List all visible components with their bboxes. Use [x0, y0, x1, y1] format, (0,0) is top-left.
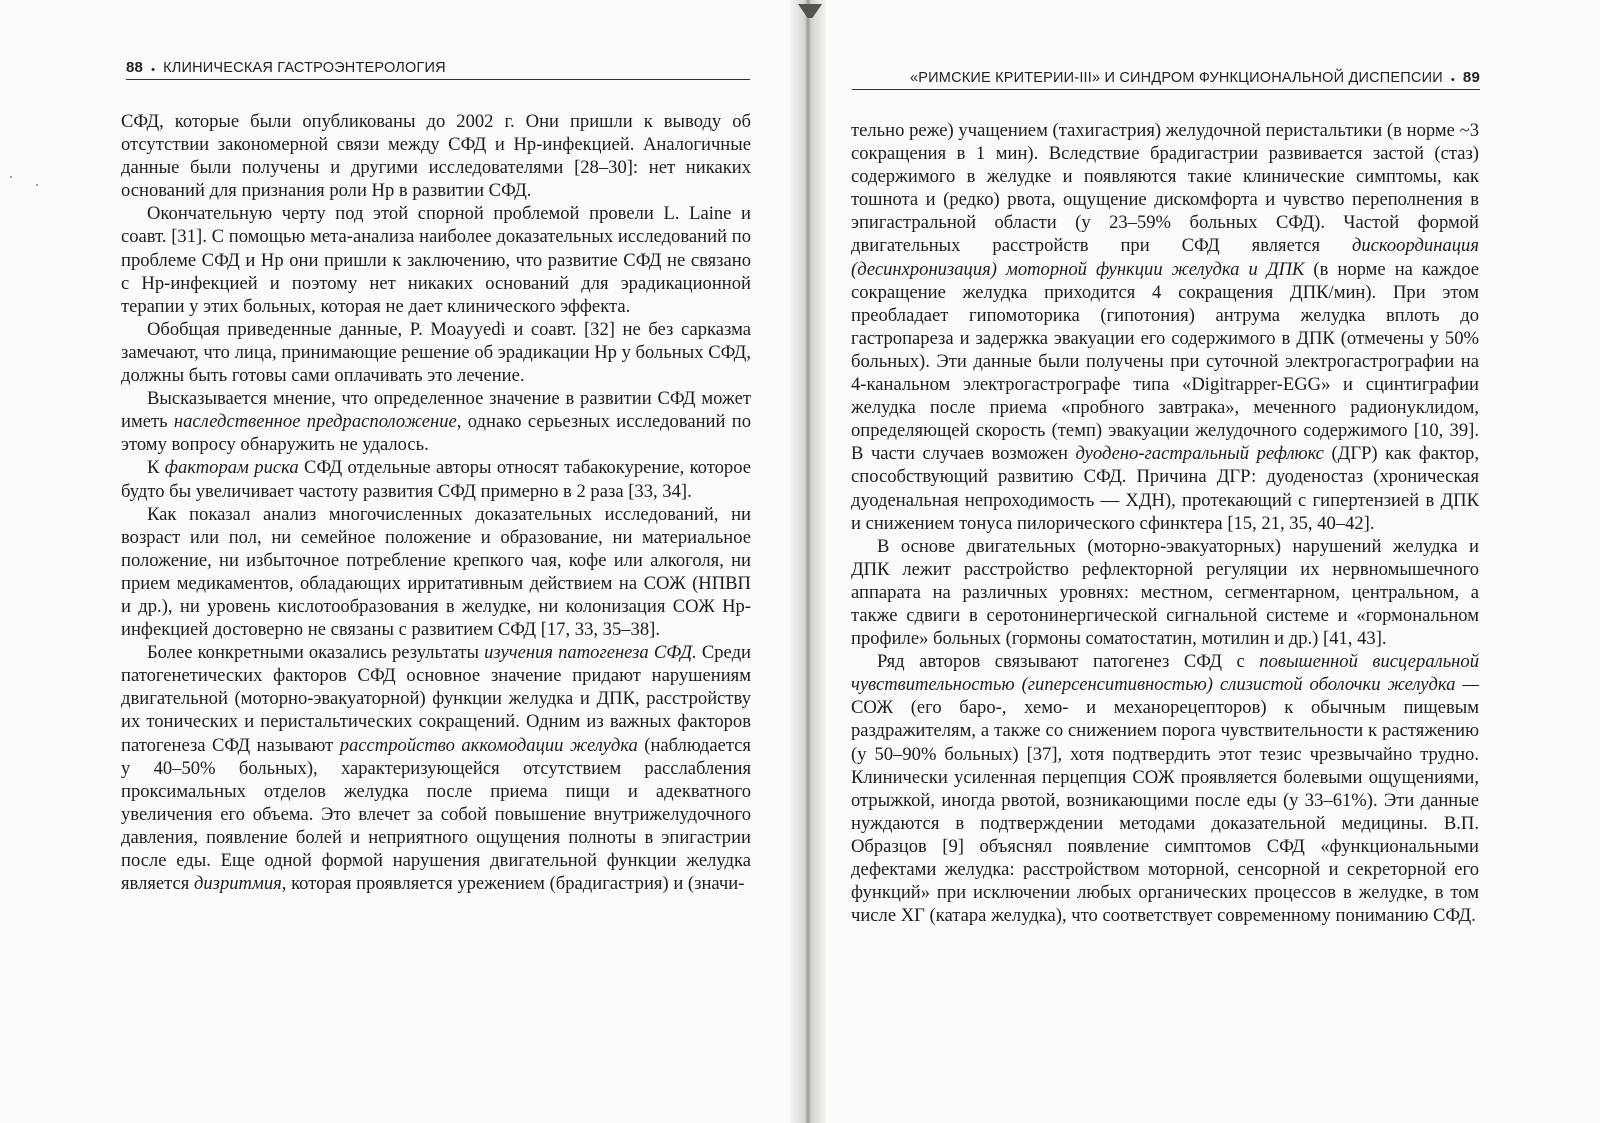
book-gutter	[790, 0, 826, 1123]
paragraph	[121, 387, 751, 456]
paragraph	[121, 503, 751, 642]
italic-term: дизритмия	[193, 873, 282, 895]
text-run: , которая проявляется урежением (брадигастрия) и (значи-	[281, 873, 745, 895]
text-run: (наблюдается у 40–50% больных), характеризующейся отсутствием расслабления проксимальных отделов желудка после приема пищи и адекватного увеличения его объема. Это влечет за собой повышение внутрижелудочного давления, появление болей и неприятного ощущения полноты в эпигастрии после еды. Еще одной формой нарушения двигательной функции желудка является	[121, 734, 751, 895]
text-run: СФД отдельные авторы относят табакокурение, которое будто бы увеличивает частоту развития СФД примерно в 2 раза [33, 34].	[121, 457, 751, 502]
text-run: Обобщая приведенные данные, P. Moayyedi и соавт. [32] не без сарказма замечают, что лица, принимающие решение об эрадикации Hp у больных СФД, должны быть готовы сами оплачивать это лечение.	[121, 318, 751, 387]
paragraph	[851, 119, 1479, 535]
header-bullet: •	[151, 64, 156, 76]
text-run: , однако серьезных исследований по этому вопросу обнаружить не удалось.	[121, 411, 752, 456]
italic-term: повышенной висцеральной чувствительностью (гиперсенситивностью) слизистой оболочки желудка —	[851, 651, 1479, 696]
italic-term: изучения патогенеза СФД.	[484, 642, 697, 664]
text-run: К	[147, 457, 165, 479]
paragraph	[121, 641, 751, 895]
right-text-column	[851, 119, 1479, 927]
text-run: Высказывается мнение, что определенное значение в развитии СФД может иметь	[121, 388, 751, 433]
paragraph	[121, 110, 751, 202]
scan-speck	[36, 184, 38, 186]
text-run: (в норме на каждое сокращение желудка приходится 4 сокращения ДПК/мин). При этом преобладает гипомоторика (гипотония) антрума желудка вплоть до гастропареза и задержка эвакуации его содержимого в ДПК (отмечены у 50% больных). Эти данные были получены при суточной электрогастрографии на 4-канальном электрогастрографе типа «Digitrapper-EGG» и сцинтиграфии желудка после приема «пробного завтрака», меченного радионуклидом, определяющей скорость (темп) эвакуации желудочного содержимого [10, 39]. В части случаев возможен	[851, 258, 1479, 465]
header-bullet: •	[1450, 74, 1455, 86]
text-run: Окончательную черту под этой спорной проблемой провели L. Laine и соавт. [31]. С помощью мета-анализа наиболее доказательных исследований по проблеме СФД и Hp они пришли к заключению, что развитие СФД не связано с Hp-инфекцией и поэтому нет никаких оснований для эрадикационной терапии у этих больных, которая не дает клинического эффекта.	[121, 203, 751, 317]
text-run: Более конкретными оказались результаты	[147, 642, 485, 664]
right-running-header	[852, 66, 1480, 90]
italic-term: дуодено-гастральный рефлюкс	[1075, 443, 1324, 465]
italic-term: наследственное предрасположение	[173, 411, 457, 433]
italic-term: факторам риска	[164, 457, 299, 479]
text-run: (ДГР) как фактор, способствующий развитию СФД. Причина ДГР: дуоденостаз (хроническая дуоденальная непроходимость — ХДН), протекающий с гипертензией в ДПК и снижением тонуса пилорического сфинктера [15, 21, 35, 40–42].	[851, 443, 1479, 534]
left-running-header	[126, 56, 750, 80]
italic-term: дискоординация (десинхронизация) моторной функции желудка и ДПК	[851, 235, 1479, 280]
italic-term: расстройство аккомодации желудка	[339, 734, 638, 756]
left-text-column	[121, 110, 751, 895]
left-page-number: 88	[126, 59, 144, 76]
text-run: тельно реже) учащением (тахигастрия) желудочной перистальтики (в норме ~3 сокращения в 1 мин). Вследствие брадигастрии развивается застой (стаз) содержимого в желудке и появляются такие клинические симптомы, как тошнота и (редко) рвота, ощущение дискомфорта и чувство переполнения в эпигастральной области (у 23–59% больных СФД). Частой формой двигательных расстройств при СФД является	[851, 120, 1479, 257]
paragraph	[121, 202, 751, 317]
paragraph	[121, 318, 751, 387]
text-run: СОЖ (его баро-, хемо- и механорецепторов) к обычным пищевым раздражителям, а также со снижением порога чувствительности к растяжению (у 50–90% больных) [37], хотя подтвердить этот тезис чрезвычайно трудно. Клинически усиленная перцепция СОЖ проявляется болевыми ощущениями, отрыжкой, иногда рвотой, возникающими после еды (у 33–61%). Эти данные нуждаются в подтверждении методами доказательной медицины. В.П. Образцов [9] объяснял появление симптомов СФД «функциональными дефектами желудка: расстройством моторной, сенсорной и секреторной его функций» при исключении любых органических процессов в желудке, в том числе ХГ (катара желудка), что соответствует современному пониманию СФД.	[851, 697, 1479, 927]
paragraph	[851, 650, 1479, 927]
right-page-number: 89	[1462, 69, 1480, 86]
paragraph	[121, 456, 751, 502]
text-run: СФД, которые были опубликованы до 2002 г. Они пришли к выводу об отсутствии закономерной связи между СФД и Hp-инфекцией. Аналогичные данные были получены и другими исследователями [28–30]: нет никаких оснований для признания роли Hp в развитии СФД.	[121, 111, 751, 202]
text-run: Как показал анализ многочисленных доказательных исследований, ни возраст или пол, ни семейное положение и образование, ни материальное положение, ни избыточное потребление крепкого чая, кофе или алкоголя, ни прием медикаментов, обладающих ирритативным действием на СОЖ (НПВП и др.), ни уровень кислотообразования в желудке, ни колонизация СОЖ Hp-инфекцией достоверно не связаны с развитием СФД [17, 33, 35–38].	[121, 503, 751, 641]
text-run: В основе двигательных (моторно-эвакуаторных) нарушений желудка и ДПК лежит расстройство рефлекторной регуляции их нервномышечного аппарата на различных уровнях: местном, сегментарном, центральном, а также сдвиги в серотонинергической сигнальной системе и «гормональном профиле» больных (гормоны соматостатин, мотилин и др.) [41, 43].	[851, 535, 1479, 650]
text-run: Среди патогенетических факторов СФД основное значение придают нарушениям двигательной (моторно-эвакуаторной) функции желудка и ДПК, расстройству их тонических и перистальтических сокращений. Одним из важных факторов патогенеза СФД называют	[121, 642, 751, 756]
right-header-title: «РИМСКИЕ КРИТЕРИИ-III» И СИНДРОМ ФУНКЦИОНАЛЬНОЙ ДИСПЕПСИИ	[910, 70, 1443, 86]
text-run: Ряд авторов связывают патогенез СФД с	[877, 651, 1260, 673]
paragraph	[851, 535, 1479, 650]
left-header-title: КЛИНИЧЕСКАЯ ГАСТРОЭНТЕРОЛОГИЯ	[163, 60, 446, 76]
scan-speck	[10, 176, 12, 178]
